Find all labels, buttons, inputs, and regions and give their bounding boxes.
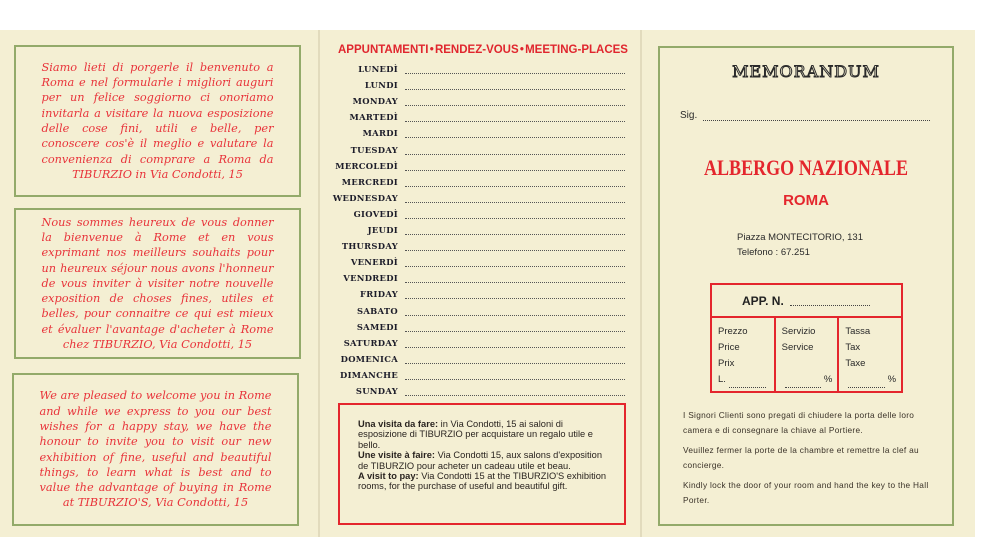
note-english: Kindly lock the door of your room and hand the key to the Hall Porter. bbox=[683, 480, 929, 505]
day-label: LUNEDÌ bbox=[358, 64, 398, 74]
note-italian: I Signori Clienti sono pregati di chiudere la porta delle loro camera e di consegnare la chiave al Portiere. bbox=[683, 410, 915, 435]
day-row bbox=[300, 171, 630, 187]
appointment-line[interactable] bbox=[405, 144, 625, 155]
day-label: DOMENICA bbox=[340, 353, 398, 364]
day-label: LUNDI bbox=[364, 80, 398, 91]
day-row bbox=[300, 283, 630, 299]
visit-box bbox=[338, 403, 626, 525]
appointment-line[interactable] bbox=[405, 127, 625, 138]
day-row bbox=[300, 316, 630, 332]
day-label: MERCOLEDÌ bbox=[335, 160, 398, 171]
bill-label: Price bbox=[718, 342, 740, 353]
header-it: APPUNTAMENTI bbox=[338, 44, 429, 56]
day-row bbox=[300, 267, 630, 283]
appointment-line[interactable] bbox=[405, 192, 625, 203]
day-row bbox=[300, 235, 630, 251]
day-row bbox=[300, 106, 630, 122]
bill-label: Prezzo bbox=[718, 326, 748, 337]
header-sep: • bbox=[519, 44, 524, 56]
appointment-line[interactable] bbox=[405, 224, 625, 235]
day-label: GIOVEDÌ bbox=[353, 208, 398, 219]
signature-line bbox=[680, 110, 930, 121]
day-label: SUNDAY bbox=[355, 386, 398, 396]
bill-field[interactable] bbox=[848, 377, 884, 388]
day-label: TUESDAY bbox=[350, 144, 398, 155]
header-fr: RENDEZ-VOUS bbox=[434, 44, 519, 56]
welcome-french-box bbox=[14, 208, 301, 359]
appointment-line[interactable] bbox=[405, 337, 625, 348]
room-bill-box bbox=[710, 283, 903, 393]
day-row bbox=[300, 348, 630, 364]
day-row bbox=[300, 90, 630, 106]
header-en: MEETING-PLACES bbox=[525, 44, 628, 56]
day-label: SATURDAY bbox=[343, 337, 398, 348]
app-label: APP. N. bbox=[742, 293, 784, 308]
hotel-phone: Telefono : 67.251 bbox=[737, 247, 810, 258]
sig-label: Sig. bbox=[680, 110, 698, 121]
bill-field[interactable] bbox=[729, 377, 766, 388]
bill-columns bbox=[712, 318, 901, 393]
day-label: MARDI bbox=[362, 128, 398, 139]
visit-it-text: in Via Condotti, 15 ai saloni di esposizione di TIBURZIO per acquistare un regalo utile e bello. bbox=[358, 419, 593, 450]
memorandum-title: MEMORANDUM bbox=[732, 62, 880, 81]
appointment-line[interactable] bbox=[405, 288, 625, 299]
day-row bbox=[300, 58, 630, 74]
visit-it-label: Una visita da fare: bbox=[358, 419, 439, 429]
appointment-line[interactable] bbox=[405, 305, 625, 316]
appointment-line[interactable] bbox=[405, 385, 625, 396]
bill-suffix: % bbox=[823, 374, 833, 385]
app-number-row bbox=[712, 285, 901, 318]
day-label: THURSDAY bbox=[341, 241, 398, 252]
appointment-line[interactable] bbox=[405, 95, 625, 106]
welcome-italian-text: Siamo lieti di porgerle il benvenuto a Roma e nel formularle i migliori auguri per un felice soggiorno ci onoriamo invitarla a visitare la nuova esposizione delle cose fini, utili e belle, per conoscere cos'è il meglio e valutare la convenienza di comprare a Roma da TIBURZIO in Via Condotti, 15 bbox=[41, 60, 274, 181]
day-label: VENERDÌ bbox=[350, 257, 398, 268]
guest-notes bbox=[683, 408, 935, 507]
appointment-line[interactable] bbox=[405, 208, 625, 219]
day-row bbox=[300, 74, 630, 90]
visit-en-text: Via Condotti 15 at the TIBURZIO'S exhibition rooms, for the purchase of useful and beautiful gift. bbox=[358, 471, 607, 492]
day-label: SAMEDI bbox=[356, 321, 398, 332]
bill-field[interactable] bbox=[785, 377, 821, 388]
day-row bbox=[300, 187, 630, 203]
sig-dots bbox=[703, 112, 930, 121]
day-row bbox=[300, 139, 630, 155]
bill-column bbox=[776, 318, 840, 393]
bill-prefix: L. bbox=[718, 374, 726, 385]
day-label: VENDREDI bbox=[343, 273, 398, 284]
appointment-line[interactable] bbox=[405, 321, 625, 332]
hotel-address: Piazza MONTECITORIO, 131 bbox=[737, 232, 863, 243]
bill-column bbox=[839, 318, 901, 393]
day-label: SABATO bbox=[357, 305, 398, 316]
hotel-city: ROMA bbox=[783, 192, 829, 209]
day-row bbox=[300, 155, 630, 171]
appointment-line[interactable] bbox=[405, 353, 625, 364]
bill-column bbox=[712, 318, 776, 393]
day-row bbox=[300, 380, 630, 396]
hotel-name: ALBERGO NAZIONALE bbox=[703, 155, 909, 180]
welcome-english-box bbox=[12, 373, 299, 526]
bill-label: Taxe bbox=[845, 358, 866, 369]
bill-label: Servizio bbox=[781, 326, 816, 337]
appointment-line[interactable] bbox=[405, 272, 625, 283]
day-row bbox=[300, 332, 630, 348]
visit-text bbox=[340, 405, 608, 492]
welcome-english-text: We are pleased to welcome you in Rome and while we express to you our best wishes for a happy stay, we have the honour to invite you to visit our new exhibition of fine, useful and beautiful things, to learn what is best and to value the advantage of buying in Rome at TIBURZIO'S, Via Condotti, 15 bbox=[39, 389, 272, 510]
day-label: DIMANCHE bbox=[340, 369, 398, 380]
day-row bbox=[300, 219, 630, 235]
visit-fr-label: Une visite à faire: bbox=[358, 450, 435, 461]
app-dots bbox=[790, 295, 870, 306]
appointments-header bbox=[338, 44, 628, 56]
appointment-line[interactable] bbox=[405, 111, 625, 122]
day-row bbox=[300, 203, 630, 219]
bill-label: Service bbox=[781, 342, 814, 353]
bill-label: Prix bbox=[718, 358, 735, 369]
note-french: Veuillez fermer la porte de la chambre et remettre la clef au concierge. bbox=[683, 445, 919, 470]
day-label: JEUDI bbox=[367, 225, 398, 235]
visit-fr-text: Via Condotti 15, aux salons d'exposition de TIBURZIO pour acheter un cadeau utile et beau. bbox=[358, 450, 602, 471]
day-row bbox=[300, 251, 630, 267]
day-label: MERCREDI bbox=[341, 176, 398, 187]
day-row bbox=[300, 300, 630, 316]
visit-en-label: A visit to pay: bbox=[358, 471, 419, 482]
appointment-line[interactable] bbox=[405, 176, 625, 187]
fold-line bbox=[640, 30, 642, 537]
appointment-line[interactable] bbox=[405, 79, 625, 90]
day-label: MARTEDÌ bbox=[349, 112, 398, 123]
appointment-line[interactable] bbox=[405, 160, 625, 171]
bill-label: Tax bbox=[845, 342, 861, 353]
day-label: MONDAY bbox=[352, 96, 398, 107]
day-label: WEDNESDAY bbox=[332, 192, 398, 203]
header-sep: • bbox=[429, 44, 434, 56]
appointment-line[interactable] bbox=[405, 240, 625, 251]
bill-label bbox=[782, 356, 833, 372]
day-row bbox=[300, 122, 630, 138]
appointment-line[interactable] bbox=[405, 369, 625, 380]
appointment-line[interactable] bbox=[405, 63, 625, 74]
appointment-line[interactable] bbox=[405, 256, 625, 267]
bill-suffix: % bbox=[887, 374, 897, 385]
welcome-italian-box bbox=[14, 45, 301, 197]
bill-label: Tassa bbox=[845, 326, 871, 337]
day-label: FRIDAY bbox=[360, 289, 398, 300]
day-row bbox=[300, 364, 630, 380]
welcome-french-text: Nous sommes heureux de vous donner la bienvenue à Rome et en vous exprimant nos meilleurs souhaits pour un heureux séjour nous avons l'honneur de vous inviter à visiter notre nouvelle exposition de choses fines, utiles et belles, pour connaitre ce qui est mieux et évaluer l'avantage d'acheter à Rome chez TIBURZIO, Via Condotti, 15 bbox=[41, 215, 274, 352]
